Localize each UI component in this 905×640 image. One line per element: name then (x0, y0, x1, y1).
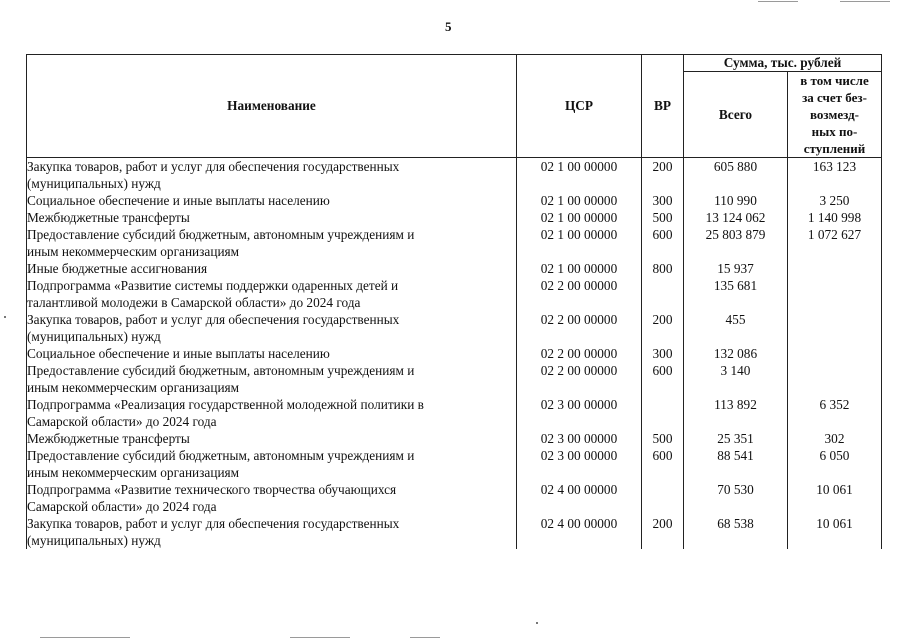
table-header (27, 55, 882, 158)
scan-artifact (410, 637, 440, 638)
row-csr: 02 4 00 00000 (517, 515, 642, 549)
row-total: 113 892 (684, 396, 788, 430)
row-total: 110 990 (684, 192, 788, 209)
row-name (27, 447, 517, 481)
row-csr: 02 2 00 00000 (517, 277, 642, 311)
row-total: 25 803 879 (684, 226, 788, 260)
row-name-line: иным некоммерческим организациям (27, 244, 240, 259)
header-grant-line: в том числе (800, 73, 869, 88)
row-grant (788, 362, 882, 396)
row-vr: 300 (642, 192, 684, 209)
row-name-line: Подпрограмма «Развитие системы поддержки одаренных детей и (27, 278, 399, 293)
row-grant: 10 061 (788, 481, 882, 515)
row-name (27, 396, 517, 430)
table-row (27, 158, 882, 193)
table-row (27, 447, 882, 481)
row-vr (642, 277, 684, 311)
header-grant-line: за счет без- (802, 90, 867, 105)
row-vr: 300 (642, 345, 684, 362)
row-total: 13 124 062 (684, 209, 788, 226)
row-name-line: Подпрограмма «Развитие технического творчества обучающихся (27, 482, 397, 497)
row-name (27, 277, 517, 311)
row-name (27, 362, 517, 396)
row-name-line: Межбюджетные трансферты (27, 431, 190, 446)
scan-artifact (840, 1, 890, 2)
row-grant: 163 123 (788, 158, 882, 193)
row-name-line: Закупка товаров, работ и услуг для обеспечения государственных (27, 159, 400, 174)
row-grant (788, 277, 882, 311)
table-row (27, 209, 882, 226)
row-csr: 02 2 00 00000 (517, 345, 642, 362)
row-grant: 10 061 (788, 515, 882, 549)
table-row (27, 481, 882, 515)
row-csr: 02 1 00 00000 (517, 226, 642, 260)
row-name-line: Закупка товаров, работ и услуг для обеспечения государственных (27, 516, 400, 531)
table-row (27, 396, 882, 430)
row-name-line: Предоставление субсидий бюджетным, автономным учреждениям и (27, 448, 415, 463)
table-row (27, 260, 882, 277)
row-total: 88 541 (684, 447, 788, 481)
row-name (27, 430, 517, 447)
table-row (27, 192, 882, 209)
scan-artifact (40, 637, 130, 638)
scan-artifact (758, 1, 798, 2)
scan-artifact (536, 622, 538, 624)
row-name-line: Самарской области» до 2024 года (27, 414, 217, 429)
row-vr: 500 (642, 430, 684, 447)
table-row (27, 515, 882, 549)
row-name-line: Подпрограмма «Реализация государственной молодежной политики в (27, 397, 424, 412)
row-vr: 200 (642, 311, 684, 345)
table-row (27, 311, 882, 345)
row-csr: 02 4 00 00000 (517, 481, 642, 515)
row-name (27, 192, 517, 209)
row-grant (788, 345, 882, 362)
row-total: 70 530 (684, 481, 788, 515)
header-grant-line: ступлений (803, 141, 866, 156)
row-name (27, 209, 517, 226)
row-total: 15 937 (684, 260, 788, 277)
row-grant (788, 260, 882, 277)
table-row (27, 430, 882, 447)
row-name (27, 260, 517, 277)
row-name-line: Межбюджетные трансферты (27, 210, 190, 225)
row-csr: 02 1 00 00000 (517, 192, 642, 209)
row-name (27, 345, 517, 362)
table-row (27, 277, 882, 311)
scan-artifact (290, 637, 350, 638)
row-vr: 600 (642, 447, 684, 481)
row-name-line: Социальное обеспечение и иные выплаты населению (27, 346, 330, 361)
row-name-line: (муниципальных) нужд (27, 329, 161, 344)
budget-table (26, 54, 882, 549)
row-name-line: (муниципальных) нужд (27, 533, 161, 548)
row-grant: 3 250 (788, 192, 882, 209)
row-name (27, 311, 517, 345)
header-sum-group: Сумма, тыс. рублей (684, 55, 882, 72)
row-csr: 02 3 00 00000 (517, 430, 642, 447)
row-vr (642, 396, 684, 430)
table-row (27, 226, 882, 260)
header-grant-line: ных по- (811, 124, 858, 139)
header-grant-line: возмезд- (810, 107, 859, 122)
row-name (27, 226, 517, 260)
row-csr: 02 2 00 00000 (517, 362, 642, 396)
header-grant (788, 72, 882, 158)
row-total: 132 086 (684, 345, 788, 362)
row-grant: 302 (788, 430, 882, 447)
header-csr: ЦСР (517, 55, 642, 158)
row-name-line: Иные бюджетные ассигнования (27, 261, 208, 276)
table-row (27, 345, 882, 362)
row-name-line: иным некоммерческим организациям (27, 465, 240, 480)
row-csr: 02 3 00 00000 (517, 447, 642, 481)
row-total: 455 (684, 311, 788, 345)
row-csr: 02 2 00 00000 (517, 311, 642, 345)
row-grant: 6 050 (788, 447, 882, 481)
header-vr: ВР (642, 55, 684, 158)
row-name (27, 515, 517, 549)
row-name-line: Закупка товаров, работ и услуг для обеспечения государственных (27, 312, 400, 327)
row-name-line: талантливой молодежи в Самарской области» до 2024 года (27, 295, 361, 310)
row-total: 3 140 (684, 362, 788, 396)
row-grant: 6 352 (788, 396, 882, 430)
table-body (27, 158, 882, 550)
row-name-line: Самарской области» до 2024 года (27, 499, 217, 514)
row-vr (642, 481, 684, 515)
row-csr: 02 1 00 00000 (517, 209, 642, 226)
row-grant (788, 311, 882, 345)
row-csr: 02 3 00 00000 (517, 396, 642, 430)
row-vr: 800 (642, 260, 684, 277)
scan-artifact (4, 316, 6, 318)
row-name-line: Предоставление субсидий бюджетным, автономным учреждениям и (27, 363, 415, 378)
row-csr: 02 1 00 00000 (517, 158, 642, 193)
row-vr: 500 (642, 209, 684, 226)
row-total: 135 681 (684, 277, 788, 311)
row-name-line: (муниципальных) нужд (27, 176, 161, 191)
row-total: 25 351 (684, 430, 788, 447)
header-total: Всего (684, 72, 788, 158)
row-name (27, 481, 517, 515)
row-name-line: Предоставление субсидий бюджетным, автономным учреждениям и (27, 227, 415, 242)
row-csr: 02 1 00 00000 (517, 260, 642, 277)
table-row (27, 362, 882, 396)
row-grant: 1 140 998 (788, 209, 882, 226)
row-vr: 600 (642, 362, 684, 396)
row-total: 605 880 (684, 158, 788, 193)
row-vr: 600 (642, 226, 684, 260)
row-vr: 200 (642, 158, 684, 193)
row-name-line: иным некоммерческим организациям (27, 380, 240, 395)
header-name: Наименование (27, 55, 517, 158)
page-number: 5 (445, 19, 452, 34)
row-name-line: Социальное обеспечение и иные выплаты населению (27, 193, 330, 208)
row-vr: 200 (642, 515, 684, 549)
row-name (27, 158, 517, 193)
row-total: 68 538 (684, 515, 788, 549)
row-grant: 1 072 627 (788, 226, 882, 260)
